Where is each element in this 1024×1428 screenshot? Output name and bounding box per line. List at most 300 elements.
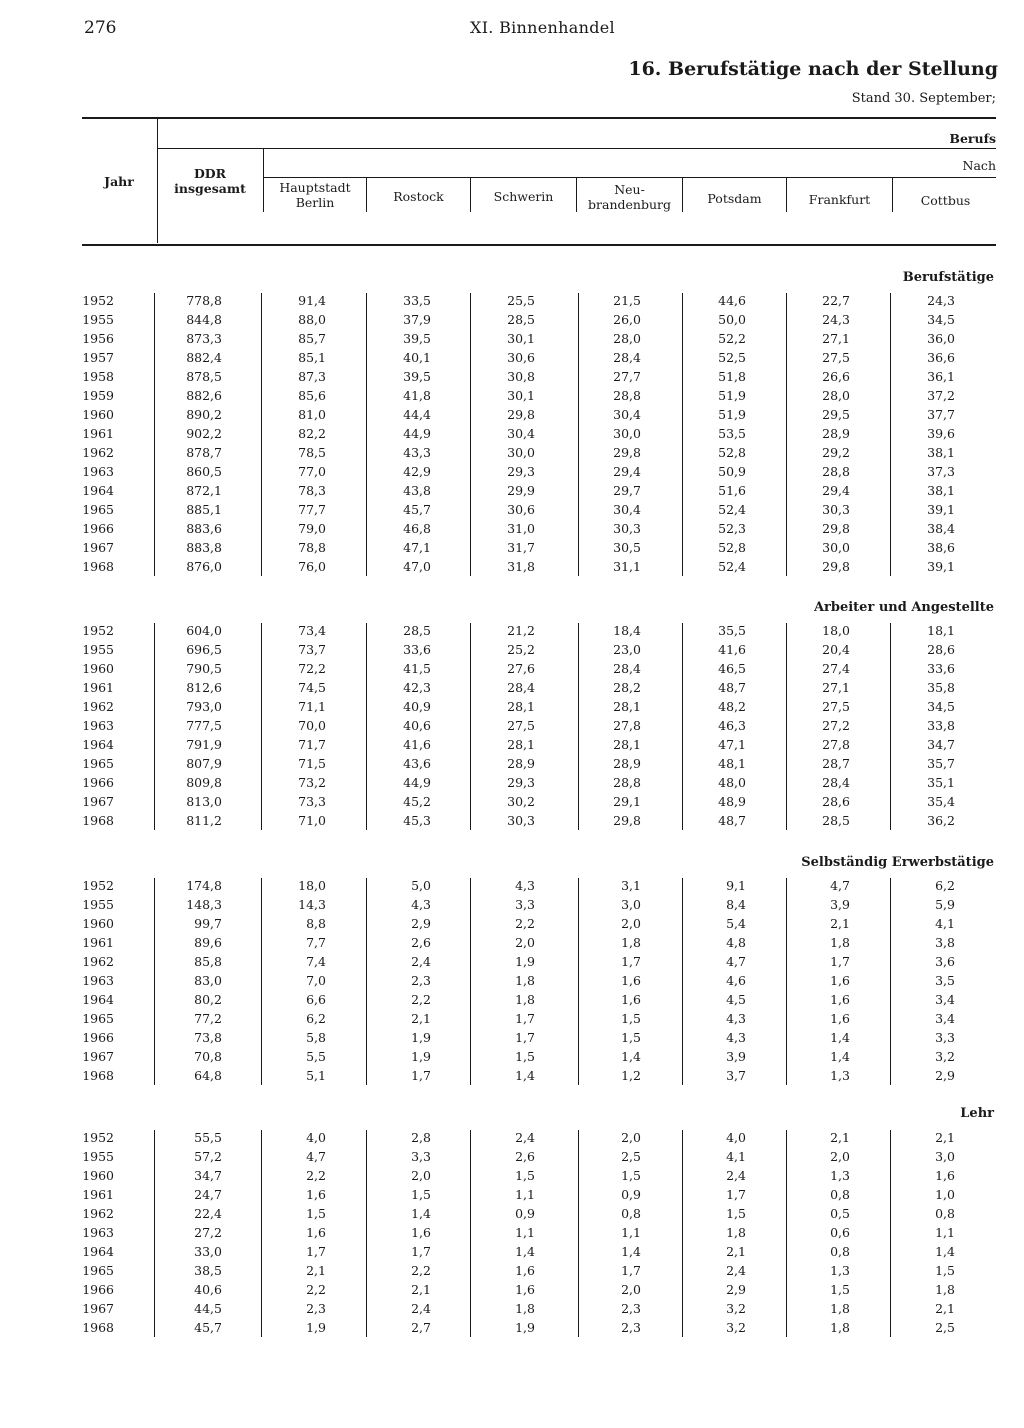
column-divider [470,293,471,576]
cell-ddr: 70,8 [194,1049,222,1064]
header-rostock: Rostock [393,189,444,204]
cell-ddr: 876,0 [186,559,222,574]
cell-potsdam: 9,1 [726,878,746,893]
cell-schwerin: 2,4 [515,1130,535,1145]
column-divider [786,1130,787,1337]
cell-frankfurt: 0,6 [830,1225,850,1240]
cell-frankfurt: 27,5 [822,350,850,365]
cell-schwerin: 29,9 [507,483,535,498]
column-divider [366,293,367,576]
cell-jahr: 1966 [82,521,114,536]
cell-frankfurt: 27,2 [822,718,850,733]
column-divider [578,878,579,1085]
section-title: Selbständig Erwerbstätige [801,855,994,870]
cell-jahr: 1964 [82,483,114,498]
cell-jahr: 1964 [82,992,114,1007]
cell-berlin: 1,6 [306,1187,326,1202]
cell-jahr: 1966 [82,1282,114,1297]
cell-frankfurt: 27,1 [822,331,850,346]
cell-jahr: 1968 [82,1320,114,1335]
cell-schwerin: 1,5 [515,1168,535,1183]
cell-cottbus: 38,6 [927,540,955,555]
cell-neubrandenburg: 30,3 [613,521,641,536]
cell-potsdam: 50,9 [718,464,746,479]
column-divider [682,293,683,576]
header-berlin-line2: Berlin [295,195,335,210]
cell-berlin: 4,7 [306,1149,326,1164]
cell-ddr: 777,5 [186,718,222,733]
cell-schwerin: 30,8 [507,369,535,384]
cell-cottbus: 2,1 [935,1301,955,1316]
cell-ddr: 38,5 [194,1263,222,1278]
cell-schwerin: 1,9 [515,954,535,969]
cell-frankfurt: 29,4 [822,483,850,498]
column-divider [261,1130,262,1337]
cell-cottbus: 37,7 [927,407,955,422]
cell-neubrandenburg: 1,5 [621,1168,641,1183]
cell-ddr: 872,1 [186,483,222,498]
cell-berlin: 79,0 [298,521,326,536]
cell-cottbus: 36,0 [927,331,955,346]
cell-berlin: 5,5 [306,1049,326,1064]
cell-potsdam: 41,6 [718,642,746,657]
cell-berlin: 5,8 [306,1030,326,1045]
cell-rostock: 2,1 [411,1011,431,1026]
cell-rostock: 2,4 [411,954,431,969]
cell-rostock: 45,7 [403,502,431,517]
cell-rostock: 1,6 [411,1225,431,1240]
cell-potsdam: 52,4 [718,502,746,517]
cell-jahr: 1961 [82,935,114,950]
cell-ddr: 34,7 [194,1168,222,1183]
cell-jahr: 1963 [82,973,114,988]
cell-cottbus: 38,4 [927,521,955,536]
cell-rostock: 1,9 [411,1030,431,1045]
cell-neubrandenburg: 31,1 [613,559,641,574]
cell-potsdam: 3,2 [726,1320,746,1335]
cell-potsdam: 3,7 [726,1068,746,1083]
cell-jahr: 1952 [82,878,114,893]
cell-frankfurt: 30,3 [822,502,850,517]
cell-neubrandenburg: 18,4 [613,623,641,638]
cell-jahr: 1961 [82,680,114,695]
cell-potsdam: 48,7 [718,813,746,828]
page-number: 276 [84,18,117,38]
cell-jahr: 1967 [82,794,114,809]
cell-schwerin: 1,6 [515,1282,535,1297]
cell-rostock: 2,8 [411,1130,431,1145]
cell-berlin: 91,4 [298,293,326,308]
cell-rostock: 1,7 [411,1068,431,1083]
cell-rostock: 46,8 [403,521,431,536]
cell-cottbus: 39,1 [927,502,955,517]
cell-neubrandenburg: 28,8 [613,775,641,790]
cell-neubrandenburg: 1,4 [621,1244,641,1259]
cell-berlin: 71,1 [298,699,326,714]
cell-schwerin: 29,3 [507,464,535,479]
cell-cottbus: 24,3 [927,293,955,308]
cell-cottbus: 34,5 [927,699,955,714]
cell-potsdam: 8,4 [726,897,746,912]
cell-frankfurt: 0,5 [830,1206,850,1221]
cell-berlin: 71,5 [298,756,326,771]
cell-ddr: 878,7 [186,445,222,460]
cell-ddr: 811,2 [186,813,222,828]
section-title: Berufstätige [902,270,994,285]
column-divider [682,623,683,830]
cell-rostock: 1,9 [411,1049,431,1064]
cell-neubrandenburg: 26,0 [613,312,641,327]
column-divider [366,623,367,830]
cell-cottbus: 37,3 [927,464,955,479]
cell-frankfurt: 28,7 [822,756,850,771]
cell-frankfurt: 22,7 [822,293,850,308]
cell-schwerin: 1,8 [515,1301,535,1316]
cell-rostock: 42,9 [403,464,431,479]
cell-neubrandenburg: 1,6 [621,973,641,988]
cell-frankfurt: 0,8 [830,1244,850,1259]
cell-cottbus: 1,4 [935,1244,955,1259]
column-divider [578,623,579,830]
cell-cottbus: 1,6 [935,1168,955,1183]
cell-potsdam: 35,5 [718,623,746,638]
cell-ddr: 27,2 [194,1225,222,1240]
cell-potsdam: 52,5 [718,350,746,365]
cell-potsdam: 50,0 [718,312,746,327]
cell-frankfurt: 28,9 [822,426,850,441]
cell-berlin: 2,2 [306,1168,326,1183]
column-divider [578,1130,579,1337]
cell-jahr: 1964 [82,737,114,752]
cell-cottbus: 2,5 [935,1320,955,1335]
cell-potsdam: 51,8 [718,369,746,384]
cell-berlin: 18,0 [298,878,326,893]
cell-rostock: 39,5 [403,369,431,384]
header-jahr: Jahr [104,174,134,189]
column-divider [470,878,471,1085]
column-divider [786,623,787,830]
cell-potsdam: 4,3 [726,1011,746,1026]
cell-frankfurt: 27,1 [822,680,850,695]
cell-neubrandenburg: 1,6 [621,992,641,1007]
column-divider [890,1130,891,1337]
cell-ddr: 174,8 [186,878,222,893]
cell-rostock: 44,9 [403,426,431,441]
cell-rostock: 44,9 [403,775,431,790]
cell-berlin: 8,8 [306,916,326,931]
chapter-heading: XI. Binnenhandel [470,18,615,37]
cell-neubrandenburg: 2,0 [621,916,641,931]
cell-jahr: 1955 [82,312,114,327]
cell-potsdam: 4,7 [726,954,746,969]
cell-berlin: 1,5 [306,1206,326,1221]
cell-frankfurt: 28,4 [822,775,850,790]
cell-potsdam: 47,1 [718,737,746,752]
cell-neubrandenburg: 29,1 [613,794,641,809]
column-divider [470,623,471,830]
cell-potsdam: 48,1 [718,756,746,771]
cell-rostock: 39,5 [403,331,431,346]
cell-frankfurt: 27,8 [822,737,850,752]
cell-jahr: 1960 [82,1168,114,1183]
cell-schwerin: 1,1 [515,1187,535,1202]
cell-schwerin: 1,7 [515,1030,535,1045]
cell-jahr: 1959 [82,388,114,403]
cell-berlin: 77,7 [298,502,326,517]
cell-schwerin: 29,8 [507,407,535,422]
cell-cottbus: 1,8 [935,1282,955,1297]
cell-neubrandenburg: 28,0 [613,331,641,346]
cell-cottbus: 18,1 [927,623,955,638]
cell-frankfurt: 1,6 [830,973,850,988]
cell-jahr: 1965 [82,1263,114,1278]
cell-ddr: 902,2 [186,426,222,441]
cell-neubrandenburg: 28,8 [613,388,641,403]
cell-berlin: 85,7 [298,331,326,346]
cell-jahr: 1955 [82,642,114,657]
cell-ddr: 809,8 [186,775,222,790]
cell-schwerin: 3,3 [515,897,535,912]
cell-rostock: 40,1 [403,350,431,365]
cell-schwerin: 1,5 [515,1049,535,1064]
cell-ddr: 696,5 [186,642,222,657]
cell-schwerin: 1,9 [515,1320,535,1335]
cell-schwerin: 21,2 [507,623,535,638]
cell-berlin: 2,1 [306,1263,326,1278]
cell-rostock: 43,8 [403,483,431,498]
cell-frankfurt: 28,8 [822,464,850,479]
cell-berlin: 71,7 [298,737,326,752]
cell-ddr: 778,8 [186,293,222,308]
cell-cottbus: 1,0 [935,1187,955,1202]
cell-berlin: 2,3 [306,1301,326,1316]
cell-frankfurt: 20,4 [822,642,850,657]
cell-ddr: 55,5 [194,1130,222,1145]
header-ddr-line2: insgesamt [174,181,246,196]
cell-ddr: 860,5 [186,464,222,479]
cell-ddr: 85,8 [194,954,222,969]
cell-berlin: 87,3 [298,369,326,384]
cell-frankfurt: 1,6 [830,1011,850,1026]
cell-potsdam: 52,3 [718,521,746,536]
header-frankfurt: Frankfurt [808,192,871,207]
column-divider [786,293,787,576]
cell-cottbus: 39,1 [927,559,955,574]
cell-frankfurt: 29,2 [822,445,850,460]
cell-jahr: 1963 [82,1225,114,1240]
cell-frankfurt: 2,1 [830,916,850,931]
cell-berlin: 77,0 [298,464,326,479]
cell-ddr: 790,5 [186,661,222,676]
cell-cottbus: 34,7 [927,737,955,752]
cell-berlin: 4,0 [306,1130,326,1145]
section-title: Arbeiter und Angestellte [813,600,994,615]
cell-rostock: 2,7 [411,1320,431,1335]
cell-berlin: 85,6 [298,388,326,403]
cell-neubrandenburg: 2,0 [621,1282,641,1297]
cell-potsdam: 48,7 [718,680,746,695]
cell-rostock: 47,0 [403,559,431,574]
cell-neubrandenburg: 28,9 [613,756,641,771]
cell-potsdam: 44,6 [718,293,746,308]
cell-schwerin: 28,1 [507,699,535,714]
cell-ddr: 883,8 [186,540,222,555]
cell-ddr: 885,1 [186,502,222,517]
cell-cottbus: 2,9 [935,1068,955,1083]
cell-schwerin: 28,9 [507,756,535,771]
cell-jahr: 1962 [82,699,114,714]
cell-frankfurt: 28,0 [822,388,850,403]
cell-ddr: 22,4 [194,1206,222,1221]
cell-frankfurt: 29,8 [822,521,850,536]
cell-neubrandenburg: 28,2 [613,680,641,695]
header-sub-rule [264,177,996,178]
cell-schwerin: 1,4 [515,1068,535,1083]
cell-berlin: 1,7 [306,1244,326,1259]
cell-rostock: 41,5 [403,661,431,676]
cell-cottbus: 3,5 [935,973,955,988]
cell-ddr: 878,5 [186,369,222,384]
cell-cottbus: 39,6 [927,426,955,441]
section-title: Lehr [960,1106,994,1121]
cell-jahr: 1955 [82,1149,114,1164]
cell-schwerin: 27,5 [507,718,535,733]
cell-frankfurt: 3,9 [830,897,850,912]
header-neubrandenburg-line2: brandenburg [588,197,671,212]
cell-rostock: 3,3 [411,1149,431,1164]
cell-neubrandenburg: 2,3 [621,1320,641,1335]
cell-potsdam: 51,6 [718,483,746,498]
cell-cottbus: 36,6 [927,350,955,365]
cell-potsdam: 1,5 [726,1206,746,1221]
cell-rostock: 43,6 [403,756,431,771]
cell-cottbus: 37,2 [927,388,955,403]
cell-jahr: 1967 [82,540,114,555]
cell-jahr: 1965 [82,1011,114,1026]
cell-schwerin: 30,1 [507,331,535,346]
cell-berlin: 73,3 [298,794,326,809]
cell-cottbus: 36,2 [927,813,955,828]
cell-potsdam: 52,8 [718,540,746,555]
cell-neubrandenburg: 1,7 [621,954,641,969]
cell-cottbus: 2,1 [935,1130,955,1145]
column-divider [578,293,579,576]
cell-potsdam: 4,0 [726,1130,746,1145]
cell-jahr: 1962 [82,445,114,460]
cell-rostock: 42,3 [403,680,431,695]
header-potsdam: Potsdam [707,191,762,206]
column-divider [261,293,262,576]
cell-ddr: 57,2 [194,1149,222,1164]
cell-neubrandenburg: 1,2 [621,1068,641,1083]
cell-rostock: 4,3 [411,897,431,912]
cell-ddr: 807,9 [186,756,222,771]
cell-neubrandenburg: 27,8 [613,718,641,733]
cell-neubrandenburg: 3,0 [621,897,641,912]
cell-cottbus: 3,2 [935,1049,955,1064]
cell-ddr: 883,6 [186,521,222,536]
cell-rostock: 33,5 [403,293,431,308]
cell-frankfurt: 1,7 [830,954,850,969]
cell-rostock: 1,4 [411,1206,431,1221]
cell-ddr: 45,7 [194,1320,222,1335]
cell-neubrandenburg: 30,4 [613,502,641,517]
cell-jahr: 1952 [82,623,114,638]
cell-jahr: 1956 [82,331,114,346]
cell-jahr: 1965 [82,502,114,517]
cell-potsdam: 5,4 [726,916,746,931]
cell-jahr: 1955 [82,897,114,912]
cell-cottbus: 33,6 [927,661,955,676]
column-divider [890,293,891,576]
cell-berlin: 78,8 [298,540,326,555]
column-divider [890,878,891,1085]
cell-ddr: 793,0 [186,699,222,714]
cell-ddr: 89,6 [194,935,222,950]
cell-jahr: 1968 [82,559,114,574]
cell-frankfurt: 28,5 [822,813,850,828]
cell-schwerin: 1,8 [515,973,535,988]
column-divider [261,623,262,830]
cell-berlin: 78,3 [298,483,326,498]
cell-schwerin: 31,8 [507,559,535,574]
cell-berlin: 73,2 [298,775,326,790]
cell-jahr: 1962 [82,954,114,969]
cell-berlin: 70,0 [298,718,326,733]
cell-schwerin: 25,2 [507,642,535,657]
cell-schwerin: 30,1 [507,388,535,403]
column-divider [470,1130,471,1337]
cell-schwerin: 27,6 [507,661,535,676]
cell-rostock: 2,2 [411,992,431,1007]
cell-jahr: 1968 [82,813,114,828]
cell-ddr: 890,2 [186,407,222,422]
cell-frankfurt: 1,3 [830,1068,850,1083]
cell-neubrandenburg: 30,4 [613,407,641,422]
cell-neubrandenburg: 27,7 [613,369,641,384]
cell-rostock: 45,2 [403,794,431,809]
cell-berlin: 71,0 [298,813,326,828]
cell-potsdam: 3,9 [726,1049,746,1064]
cell-jahr: 1961 [82,1187,114,1202]
cell-neubrandenburg: 30,5 [613,540,641,555]
cell-cottbus: 33,8 [927,718,955,733]
cell-berlin: 72,2 [298,661,326,676]
cell-frankfurt: 1,3 [830,1263,850,1278]
cell-neubrandenburg: 29,7 [613,483,641,498]
cell-neubrandenburg: 29,4 [613,464,641,479]
cell-cottbus: 36,1 [927,369,955,384]
cell-schwerin: 30,6 [507,350,535,365]
cell-neubrandenburg: 28,1 [613,737,641,752]
header-cottbus: Cottbus [920,193,971,208]
header-top-rule [82,117,996,119]
cell-ddr: 83,0 [194,973,222,988]
cell-potsdam: 4,6 [726,973,746,988]
cell-cottbus: 5,9 [935,897,955,912]
cell-jahr: 1965 [82,756,114,771]
column-divider [366,878,367,1085]
cell-ddr: 24,7 [194,1187,222,1202]
cell-schwerin: 1,4 [515,1244,535,1259]
cell-frankfurt: 27,4 [822,661,850,676]
cell-potsdam: 3,2 [726,1301,746,1316]
cell-potsdam: 53,5 [718,426,746,441]
cell-neubrandenburg: 1,5 [621,1011,641,1026]
cell-schwerin: 1,1 [515,1225,535,1240]
cell-berlin: 6,2 [306,1011,326,1026]
cell-ddr: 40,6 [194,1282,222,1297]
